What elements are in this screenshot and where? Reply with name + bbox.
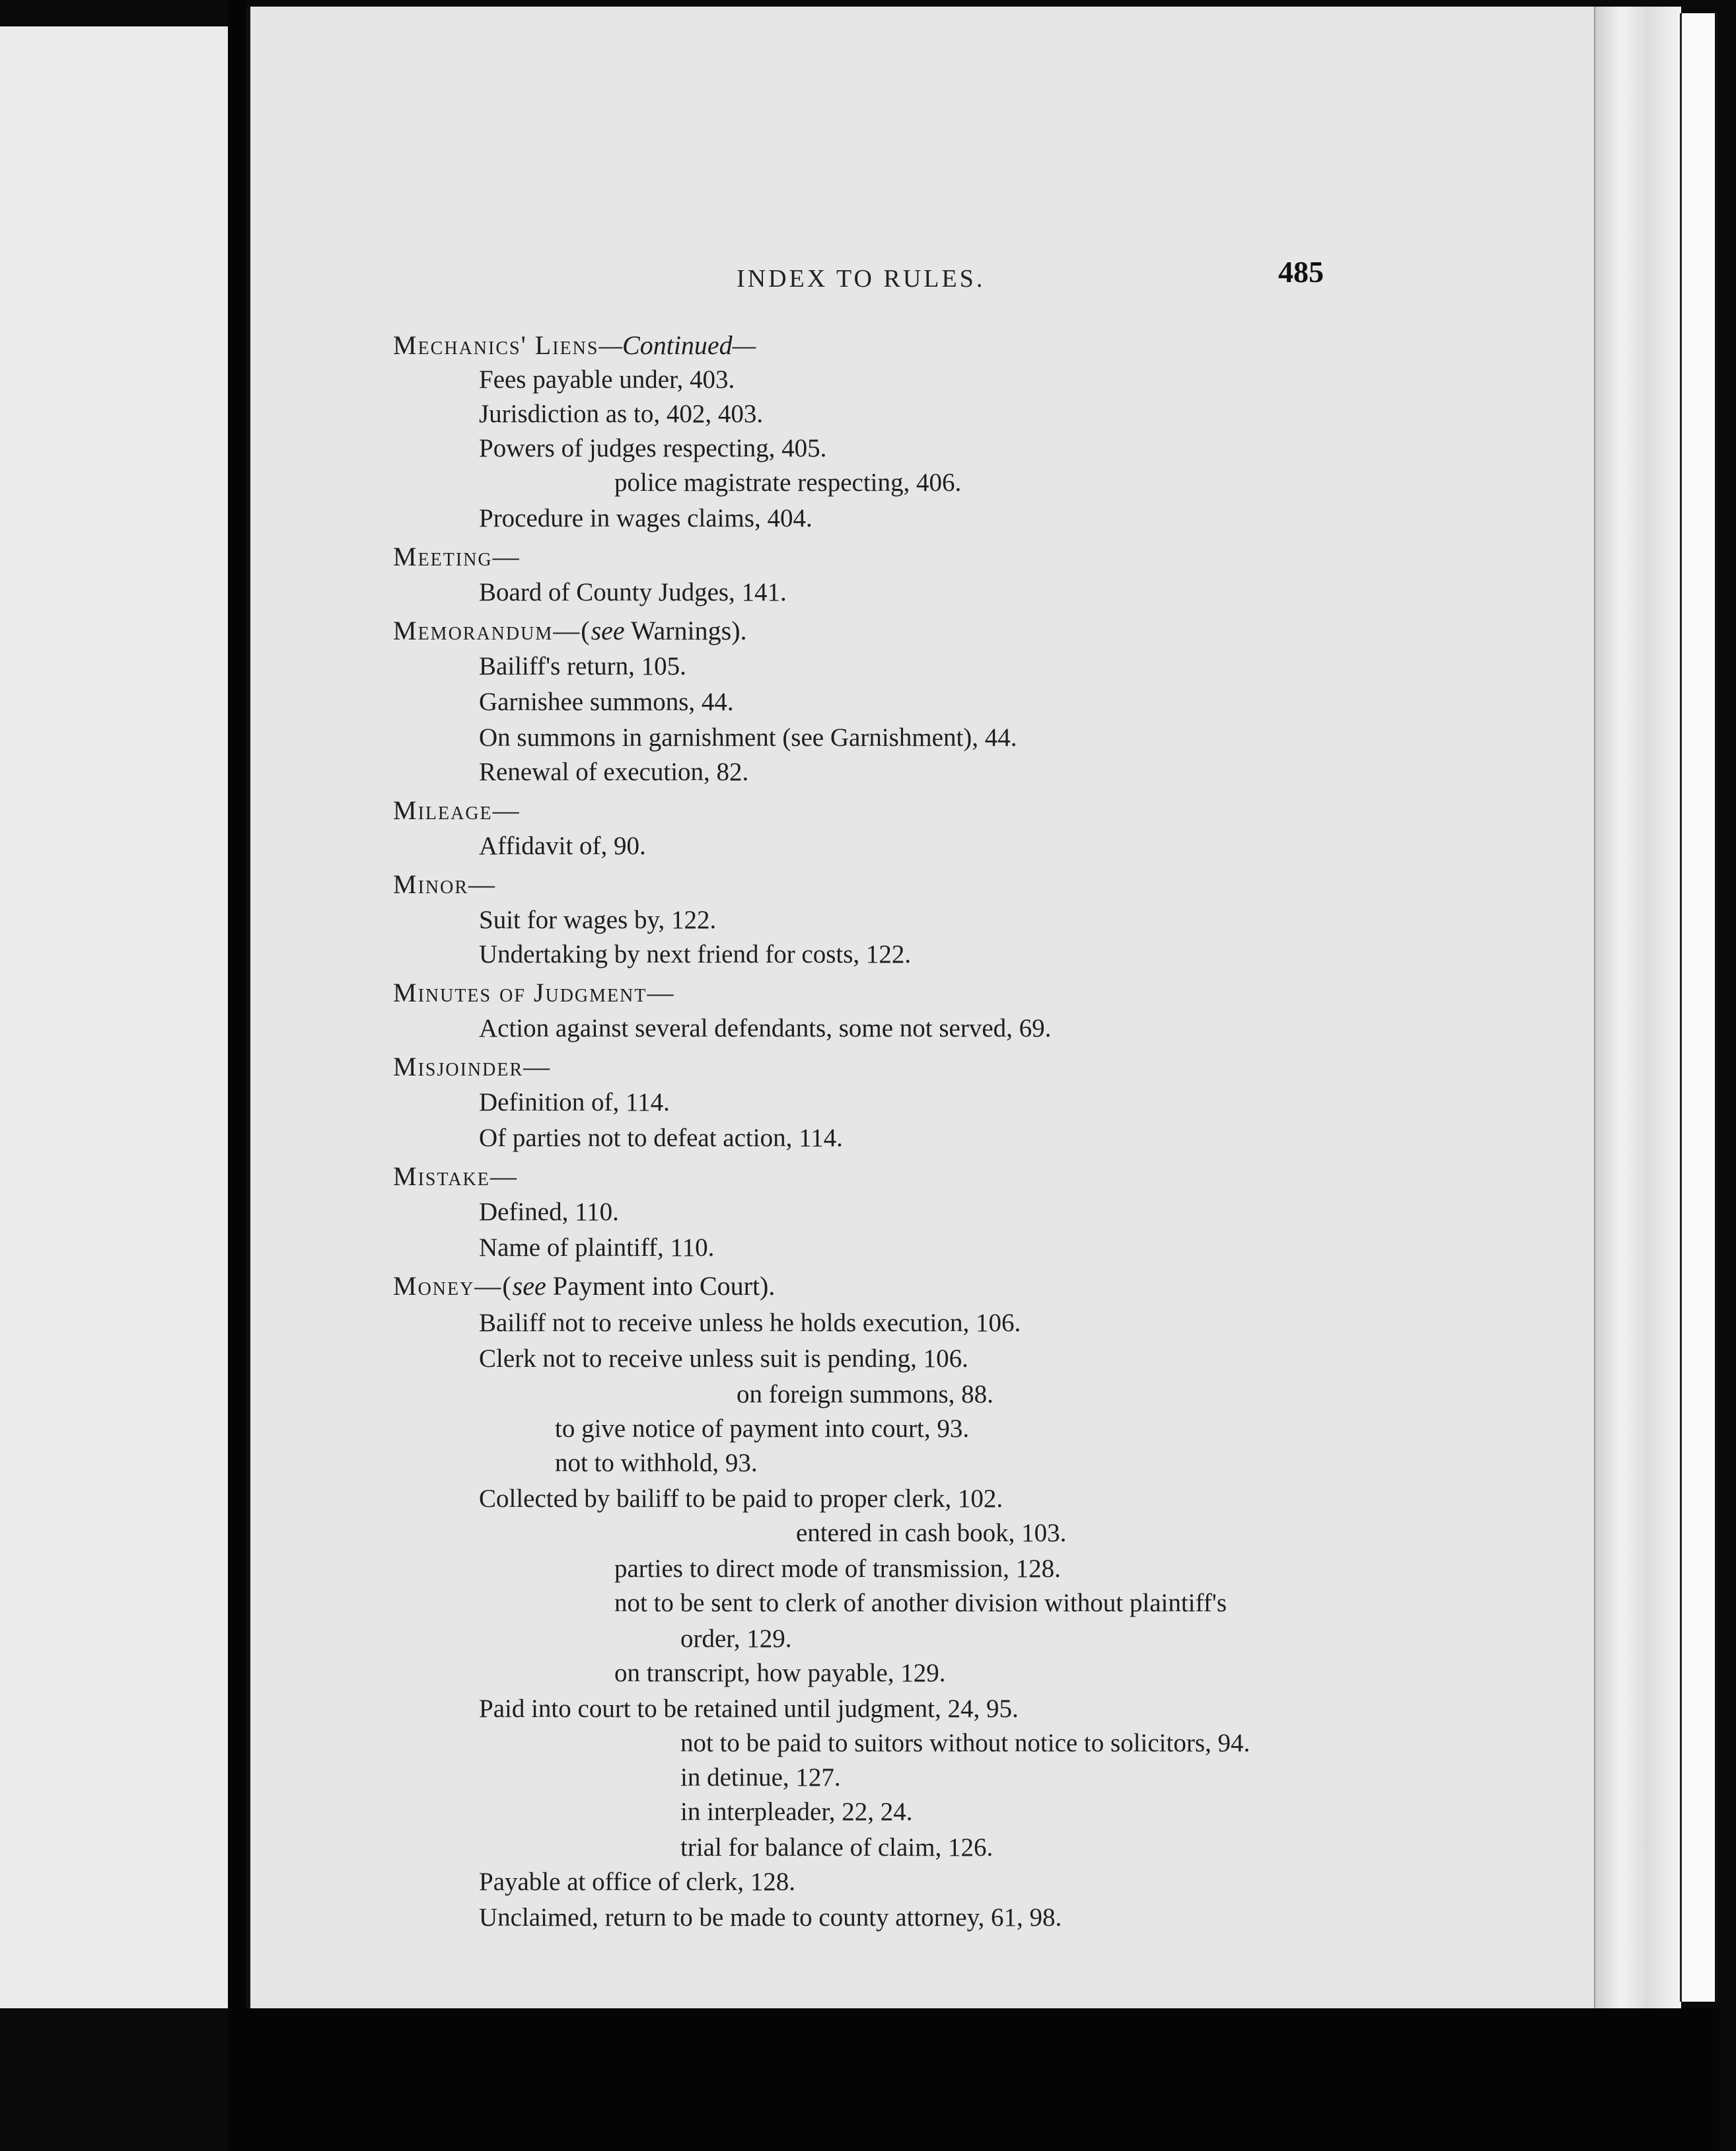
- index-subentry: [479, 577, 787, 608]
- entry-text: Payable at office of clerk, 128.: [479, 1868, 796, 1896]
- entry-text: Garnishee summons, 44.: [479, 688, 734, 716]
- index-subentry: [479, 399, 763, 429]
- index-subentry: [479, 1013, 1051, 1044]
- entry-text: Mechanics' Liens: [393, 330, 599, 360]
- entry-text: in detinue, 127.: [680, 1763, 841, 1792]
- entry-text: not to be sent to clerk of another division without plaintiff's: [614, 1589, 1227, 1617]
- entry-text: Procedure in wages claims, 404.: [479, 504, 813, 532]
- entry-text: Collected by bailiff to be paid to proper clerk, 102.: [479, 1484, 1003, 1513]
- entry-text: Renewal of execution, 82.: [479, 758, 749, 786]
- index-subentry: [737, 1379, 994, 1410]
- index-subentry: [614, 1588, 1227, 1619]
- index-subentry: [680, 1624, 791, 1654]
- entry-text: Powers of judges respecting, 405.: [479, 434, 827, 462]
- entry-suffix: —Continued—: [598, 330, 756, 360]
- index-subentry: [479, 1694, 1019, 1724]
- entry-text: On summons in garnishment (see Garnishment), 44.: [479, 723, 1017, 752]
- index-subentry: [479, 831, 646, 861]
- index-subentry: [680, 1797, 913, 1827]
- index-subentry: [796, 1518, 1066, 1549]
- index-heading: [393, 616, 747, 646]
- index-subentry: [555, 1414, 969, 1444]
- entry-text: order, 129.: [680, 1624, 792, 1653]
- entry-text: Misjoinder—: [393, 1052, 552, 1081]
- entry-text: not to be paid to suitors without notice to solicitors, 94.: [680, 1729, 1250, 1757]
- index-heading: [393, 330, 756, 361]
- index-subentry: [479, 651, 686, 682]
- entry-text: parties to direct mode of transmission, 128.: [614, 1554, 1061, 1583]
- index-subentry: [479, 1308, 1021, 1338]
- entry-suffix: see: [512, 1271, 546, 1301]
- entry-text: entered in cash book, 103.: [796, 1519, 1067, 1547]
- entry-text: Name of plaintiff, 110.: [479, 1233, 715, 1262]
- entry-text: Undertaking by next friend for costs, 122.: [479, 940, 912, 968]
- index-subentry: [680, 1728, 1250, 1759]
- index-subentry: [479, 757, 748, 787]
- index-subentry: [479, 1197, 619, 1227]
- index-heading: [393, 542, 521, 572]
- entry-text: Affidavit of, 90.: [479, 832, 646, 860]
- index-subentry: [614, 1554, 1061, 1584]
- entry-text: Action against several defendants, some not served, 69.: [479, 1014, 1052, 1042]
- entry-text: Mistake—: [393, 1161, 518, 1191]
- entry-text: Defined, 110.: [479, 1198, 619, 1226]
- entry-text: Memorandum—(: [393, 616, 591, 645]
- entry-text: trial for balance of claim, 126.: [680, 1833, 994, 1862]
- index-subentry: [479, 905, 716, 935]
- index-subentry: [479, 1484, 1003, 1514]
- entry-after: Warnings).: [624, 616, 747, 645]
- entry-text: police magistrate respecting, 406.: [614, 468, 962, 497]
- index-heading: [393, 978, 674, 1008]
- entry-text: Bailiff not to receive unless he holds execution, 106.: [479, 1309, 1021, 1337]
- entry-text: Fees payable under, 403.: [479, 365, 735, 394]
- entry-text: on foreign summons, 88.: [737, 1380, 994, 1408]
- entry-text: to give notice of payment into court, 93.: [555, 1414, 970, 1443]
- entry-text: Meeting—: [393, 542, 521, 571]
- index-subentry: [614, 1658, 945, 1689]
- index-subentry: [479, 433, 826, 464]
- entry-text: Suit for wages by, 122.: [479, 906, 717, 934]
- entry-text: Jurisdiction as to, 402, 403.: [479, 400, 764, 428]
- index-heading: [393, 795, 521, 826]
- index-subentry: [479, 503, 813, 534]
- index-subentry: [479, 939, 911, 970]
- index-subentry: [479, 687, 734, 717]
- entry-text: Minor—: [393, 869, 497, 899]
- running-head: INDEX TO RULES.: [737, 265, 986, 293]
- index-subentry: [479, 1233, 714, 1263]
- entry-text: in interpleader, 22, 24.: [680, 1798, 913, 1826]
- index-subentry: [479, 1123, 843, 1153]
- index-heading: [393, 1052, 551, 1082]
- entry-text: Unclaimed, return to be made to county attorney, 61, 98.: [479, 1903, 1062, 1932]
- entry-text: Board of County Judges, 141.: [479, 578, 787, 606]
- index-subentry: [680, 1763, 841, 1793]
- entry-after: Payment into Court).: [546, 1271, 776, 1301]
- index-heading: [393, 1161, 518, 1192]
- page-number: 485: [1278, 255, 1324, 289]
- entry-text: Paid into court to be retained until judgment, 24, 95.: [479, 1695, 1019, 1723]
- entry-text: Definition of, 114.: [479, 1088, 670, 1116]
- index-subentry: [479, 1903, 1062, 1933]
- index-heading: [393, 1271, 775, 1301]
- index-subentry: [479, 1867, 795, 1897]
- index-subentry: [479, 1087, 670, 1118]
- entry-suffix: see: [591, 616, 625, 645]
- entry-text: on transcript, how payable, 129.: [614, 1659, 946, 1687]
- index-subentry: [614, 468, 961, 498]
- entry-text: Mileage—: [393, 795, 521, 825]
- index-subentry: [555, 1448, 758, 1478]
- entry-text: Clerk not to receive unless suit is pending, 106.: [479, 1344, 968, 1373]
- index-subentry: [479, 365, 735, 395]
- index-heading: [393, 869, 496, 900]
- entry-text: Of parties not to defeat action, 114.: [479, 1124, 843, 1152]
- index-subentry: [479, 723, 1017, 753]
- entry-text: Money—(: [393, 1271, 513, 1301]
- entry-text: not to withhold, 93.: [555, 1449, 758, 1477]
- index-subentry: [680, 1833, 993, 1863]
- entry-text: Bailiff's return, 105.: [479, 652, 686, 680]
- entry-text: Minutes of Judgment—: [393, 978, 675, 1007]
- index-subentry: [479, 1344, 968, 1374]
